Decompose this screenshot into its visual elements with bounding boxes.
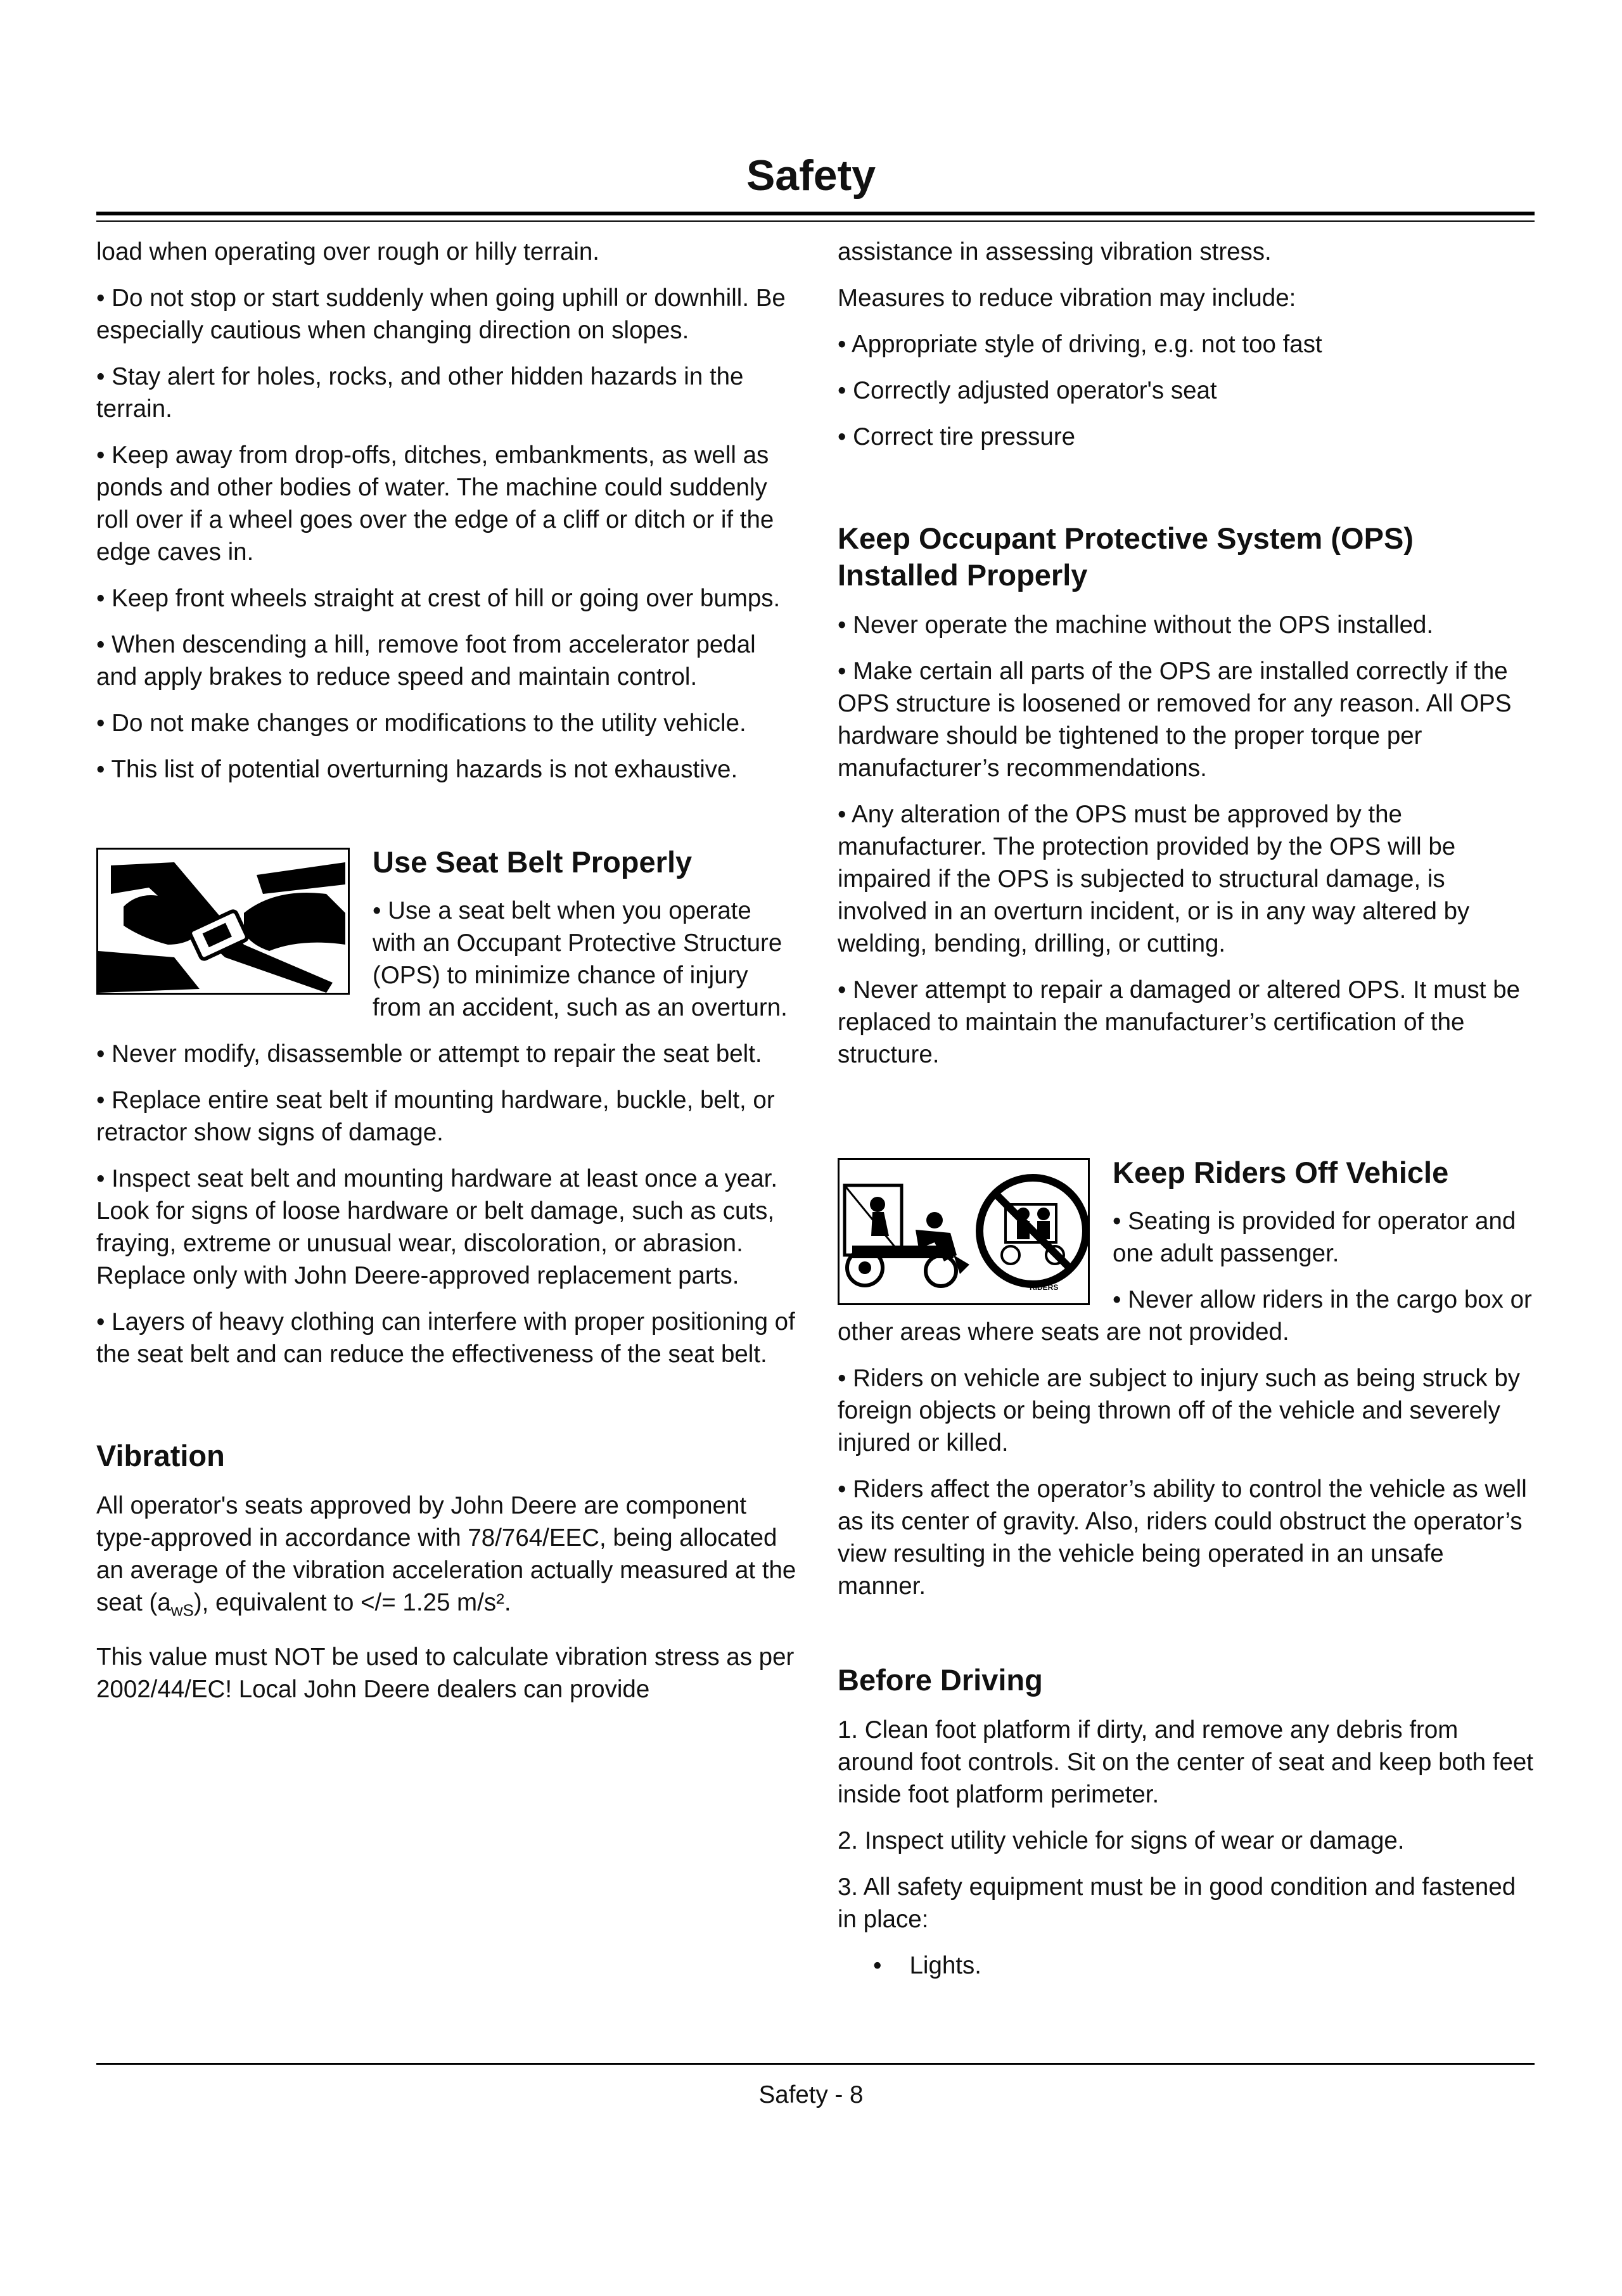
- bullet-paragraph: • Do not make changes or modifications to the utility vehicle.: [96, 710, 746, 737]
- section-heading-ops: Keep Occupant Protective System (OPS) Installed Properly: [838, 521, 1414, 592]
- seat-belt-section: [96, 844, 800, 1370]
- bullet-paragraph: • Appropriate style of driving, e.g. not too fast: [838, 331, 1322, 358]
- bullet-paragraph: • Riders affect the operator’s ability to control the vehicle as well as its center of gravity. Also, riders could obstruct the operator’s view resulting in the vehicle being operated in an unsafe manner.: [838, 1476, 1527, 1600]
- paragraph: assistance in assessing vibration stress.: [838, 238, 1272, 265]
- numbered-paragraph: 3. All safety equipment must be in good condition and fastened in place:: [838, 1873, 1516, 1933]
- bullet-paragraph: • Layers of heavy clothing can interfere with proper positioning of the seat belt and can reduce the effectiveness of the seat belt.: [96, 1308, 795, 1368]
- ops-section: [838, 520, 1538, 1071]
- bullet-paragraph: • Seating is provided for operator and one adult passenger.: [1113, 1208, 1516, 1267]
- header-rule-thick: [96, 212, 1535, 215]
- no-riders-illustration: [838, 1158, 1090, 1305]
- bullet-paragraph: • Never allow riders in the cargo box or other areas where seats are not provided.: [838, 1286, 1532, 1346]
- numbered-paragraph: 2. Inspect utility vehicle for signs of wear or damage.: [838, 1827, 1405, 1854]
- bullet-paragraph: • When descending a hill, remove foot from accelerator pedal and apply brakes to reduce speed and maintain control.: [96, 631, 756, 691]
- bullet-paragraph: • Keep away from drop-offs, ditches, embankments, as well as ponds and other bodies of water. The machine could suddenly roll over if a wheel goes over the edge of a cliff or ditch or if the edge caves in.: [96, 442, 774, 566]
- bullet-paragraph: • Keep front wheels straight at crest of hill or going over bumps.: [96, 585, 781, 612]
- bullet-paragraph: • Correctly adjusted operator's seat: [838, 377, 1217, 404]
- section-heading-vibration: Vibration: [96, 1439, 225, 1472]
- numbered-paragraph: 1. Clean foot platform if dirty, and remove any debris from around foot controls. Sit on the center of seat and keep both feet inside foot platform perimeter.: [838, 1716, 1533, 1808]
- bullet-paragraph: • Use a seat belt when you operate with an Occupant Protective Structure (OPS) to minimize chance of injury from an accident, such as an overturn.: [373, 897, 788, 1021]
- riders-section: [838, 1154, 1538, 1602]
- bullet-paragraph: • Make certain all parts of the OPS are installed correctly if the OPS structure is loosened or removed for any reason. All OPS hardware should be tightened to the proper torque per manufacturer’s recommendations.: [838, 658, 1512, 782]
- bullet-paragraph: • Riders on vehicle are subject to injury such as being struck by foreign objects or being thrown off of the vehicle and severely injured or killed.: [838, 1365, 1521, 1457]
- paragraph: This value must NOT be used to calculate vibration stress as per 2002/44/EC! Local John Deere dealers can provide: [96, 1643, 795, 1703]
- bullet-paragraph: • Never operate the machine without the OPS installed.: [838, 611, 1434, 639]
- left-column: [96, 236, 800, 1719]
- page-number: Safety - 8: [758, 2081, 864, 2108]
- vibration-section: [96, 1438, 800, 1706]
- paragraph: load when operating over rough or hilly terrain.: [96, 238, 599, 265]
- image-caption: RIDERS: [1030, 1283, 1059, 1292]
- no-riders-icon: [840, 1160, 1088, 1303]
- section-heading-riders: Keep Riders Off Vehicle: [1113, 1156, 1449, 1189]
- bullet-paragraph: • Replace entire seat belt if mounting hardware, buckle, belt, or retractor show signs of damage.: [96, 1087, 775, 1146]
- seat-belt-illustration: [96, 848, 350, 995]
- paragraph: All operator's seats approved by John Deere are component type-approved in accordance with 78/764/EEC, being allocated an average of the vibration acceleration actually measured at the seat $(a_{wS})$, equivalent to </= 1.25 m/s².: [96, 1492, 796, 1620]
- bullet-paragraph: • Any alteration of the OPS must be approved by the manufacturer. The protection provided by the OPS will be impaired if the OPS is subjected to structural damage, is involved in an overturn incident, or is in any way altered by welding, bending, drilling, or cutting.: [838, 801, 1470, 957]
- footer-rule: [96, 2063, 1535, 2065]
- bullet-paragraph: • Inspect seat belt and mounting hardware at least once a year. Look for signs of loose hardware or belt damage, such as cuts, fraying, extreme or unusual wear, discoloration, or abrasion. Replace only with John Deere-approved replacement parts.: [96, 1165, 778, 1289]
- section-heading-seat-belt: Use Seat Belt Properly: [373, 845, 693, 879]
- before-driving-section: [838, 1662, 1538, 1982]
- bullet-paragraph: • This list of potential overturning hazards is not exhaustive.: [96, 756, 738, 783]
- bullet-paragraph: • Never modify, disassemble or attempt to repair the seat belt.: [96, 1040, 762, 1068]
- header-rule-thin: [96, 220, 1535, 222]
- section-heading-before-driving: Before Driving: [838, 1663, 1043, 1697]
- paragraph: Measures to reduce vibration may include:: [838, 284, 1296, 312]
- right-column: [838, 236, 1538, 1996]
- page-title: Safety: [746, 151, 876, 200]
- bullet-paragraph: • Do not stop or start suddenly when going uphill or downhill. Be especially cautious when changing direction on slopes.: [96, 284, 786, 344]
- list-item: • Lights.: [873, 1952, 981, 1979]
- seat-belt-icon: [98, 850, 348, 993]
- bullet-paragraph: • Never attempt to repair a damaged or altered OPS. It must be replaced to maintain the manufacturer’s certification of the structure.: [838, 976, 1521, 1068]
- bullet-paragraph: • Correct tire pressure: [838, 423, 1076, 450]
- bullet-paragraph: • Stay alert for holes, rocks, and other hidden hazards in the terrain.: [96, 363, 744, 423]
